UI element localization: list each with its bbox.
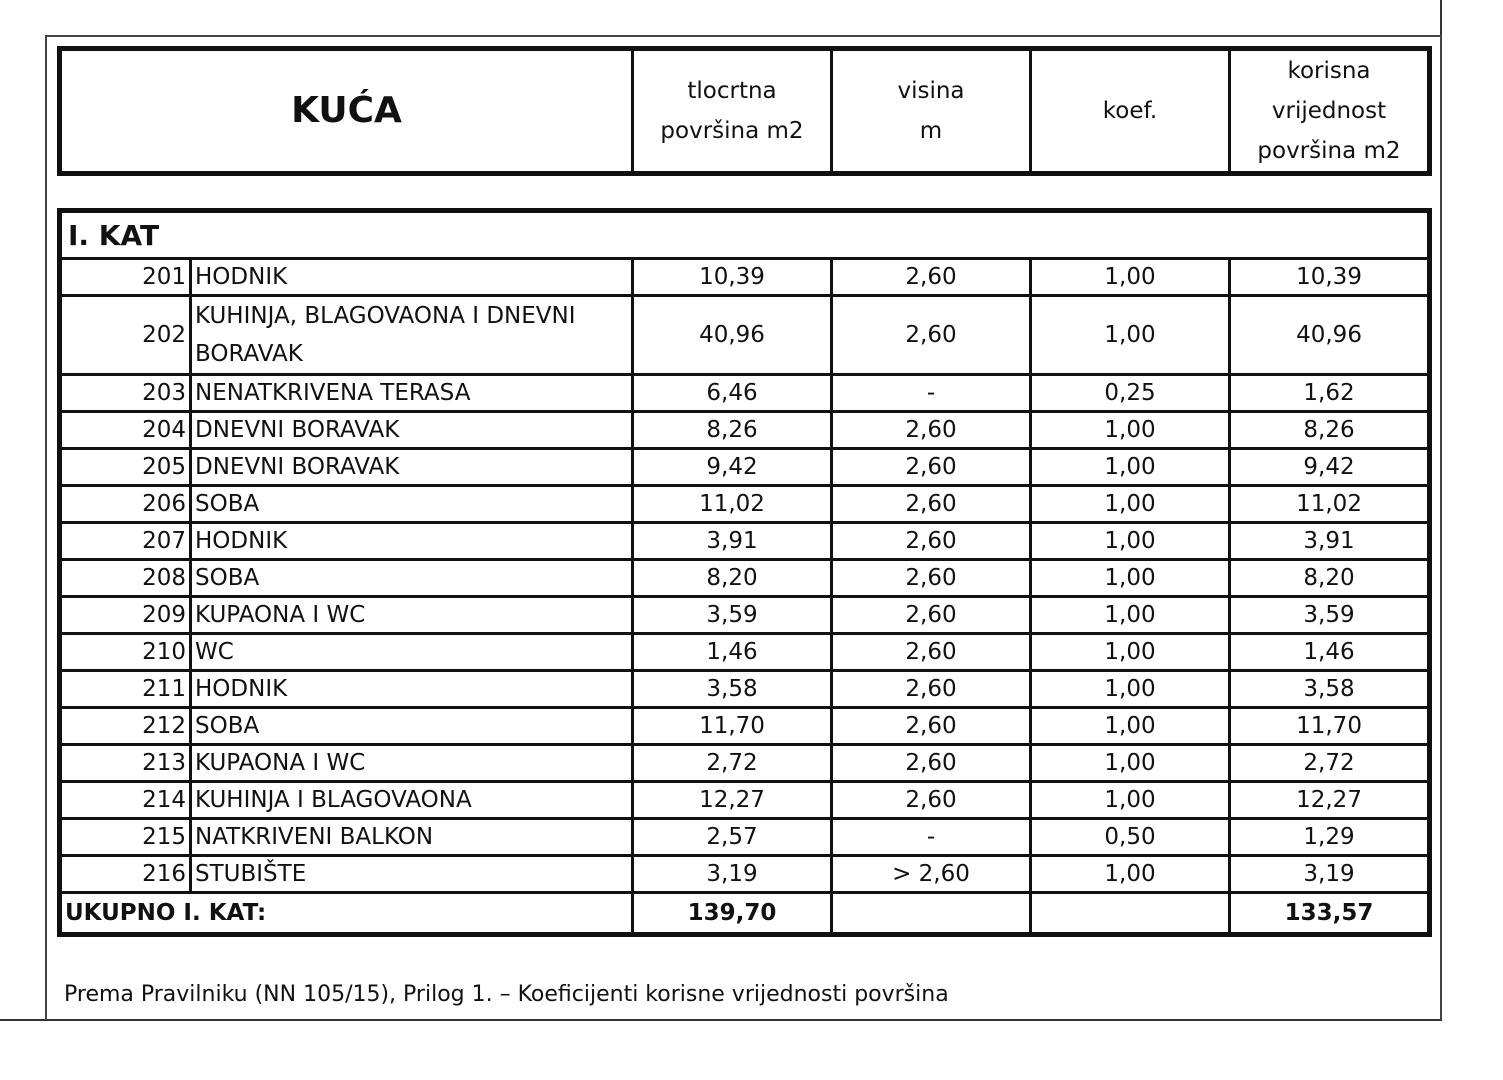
room-name-cell: HODNIK	[191, 523, 633, 560]
floor-area-cell: 3,59	[633, 597, 832, 634]
rooms-table-body	[60, 211, 1430, 935]
table-row	[60, 560, 1430, 597]
coefficient-cell: 1,00	[1031, 412, 1230, 449]
useful-area-cell: 9,42	[1230, 449, 1430, 486]
floor-area-cell: 6,46	[633, 375, 832, 412]
header-floor-area	[633, 49, 832, 174]
header-useful-area-line1: korisna	[1287, 58, 1371, 84]
header-height-line2: m	[919, 118, 943, 144]
height-cell: 2,60	[832, 259, 1031, 296]
room-name-cell: DNEVNI BORAVAK	[191, 412, 633, 449]
room-name-cell: KUHINJA I BLAGOVAONA	[191, 782, 633, 819]
room-number-cell: 211	[60, 671, 191, 708]
floor-area-cell: 9,42	[633, 449, 832, 486]
coefficient-cell: 1,00	[1031, 597, 1230, 634]
useful-area-cell: 1,29	[1230, 819, 1430, 856]
table-row	[60, 412, 1430, 449]
useful-area-cell: 3,59	[1230, 597, 1430, 634]
coefficient-cell: 0,25	[1031, 375, 1230, 412]
total-label: UKUPNO I. KAT:	[60, 893, 633, 935]
coefficient-cell: 1,00	[1031, 259, 1230, 296]
room-name-cell: KUPAONA I WC	[191, 745, 633, 782]
header-useful-area-line2: vrijednost	[1271, 98, 1387, 124]
room-number-cell: 216	[60, 856, 191, 893]
room-number-cell: 215	[60, 819, 191, 856]
coefficient-cell: 0,50	[1031, 819, 1230, 856]
coefficient-cell: 1,00	[1031, 634, 1230, 671]
room-number-cell: 204	[60, 412, 191, 449]
header-coefficient	[1031, 49, 1230, 174]
height-cell: 2,60	[832, 634, 1031, 671]
room-number-cell: 210	[60, 634, 191, 671]
document-title: KUĆA	[60, 49, 633, 174]
height-cell: 2,60	[832, 296, 1031, 375]
room-number-cell: 213	[60, 745, 191, 782]
height-cell: -	[832, 819, 1031, 856]
room-number-cell: 206	[60, 486, 191, 523]
floor-area-cell: 8,20	[633, 560, 832, 597]
total-height	[832, 893, 1031, 935]
floor-area-cell: 3,58	[633, 671, 832, 708]
height-cell: > 2,60	[832, 856, 1031, 893]
header-useful-area	[1230, 49, 1430, 174]
table-row	[60, 708, 1430, 745]
floor-area-cell: 3,19	[633, 856, 832, 893]
footnote: Prema Pravilniku (NN 105/15), Prilog 1. – Koeficijenti korisne vrijednosti površina	[64, 982, 949, 1007]
room-name-cell: HODNIK	[191, 259, 633, 296]
room-number-cell: 202	[60, 296, 191, 375]
floor-area-cell: 40,96	[633, 296, 832, 375]
room-name-cell: SOBA	[191, 486, 633, 523]
useful-area-cell: 10,39	[1230, 259, 1430, 296]
coefficient-cell: 1,00	[1031, 449, 1230, 486]
table-row	[60, 671, 1430, 708]
height-cell: 2,60	[832, 597, 1031, 634]
rooms-table	[57, 208, 1432, 937]
coefficient-cell: 1,00	[1031, 671, 1230, 708]
room-name-cell: STUBIŠTE	[191, 856, 633, 893]
height-cell: -	[832, 375, 1031, 412]
height-cell: 2,60	[832, 560, 1031, 597]
height-cell: 2,60	[832, 412, 1031, 449]
floor-area-cell: 11,02	[633, 486, 832, 523]
floor-area-cell: 10,39	[633, 259, 832, 296]
useful-area-cell: 1,46	[1230, 634, 1430, 671]
coefficient-cell: 1,00	[1031, 523, 1230, 560]
room-number-cell: 209	[60, 597, 191, 634]
floor-area-cell: 2,57	[633, 819, 832, 856]
header-floor-area-line2: površina m2	[660, 118, 804, 144]
floor-area-cell: 2,72	[633, 745, 832, 782]
room-number-cell: 203	[60, 375, 191, 412]
total-row	[60, 893, 1430, 935]
section-row	[60, 211, 1430, 259]
floor-area-cell: 8,26	[633, 412, 832, 449]
header-height-line1: visina	[897, 78, 965, 104]
page-edge-right	[1440, 0, 1442, 36]
useful-area-cell: 2,72	[1230, 745, 1430, 782]
room-number-cell: 212	[60, 708, 191, 745]
table-row	[60, 597, 1430, 634]
coefficient-cell: 1,00	[1031, 782, 1230, 819]
useful-area-cell: 8,20	[1230, 560, 1430, 597]
useful-area-cell: 3,58	[1230, 671, 1430, 708]
room-number-cell: 207	[60, 523, 191, 560]
height-cell: 2,60	[832, 745, 1031, 782]
height-cell: 2,60	[832, 523, 1031, 560]
useful-area-cell: 11,70	[1230, 708, 1430, 745]
room-number-cell: 201	[60, 259, 191, 296]
useful-area-cell: 8,26	[1230, 412, 1430, 449]
table-row	[60, 634, 1430, 671]
coefficient-cell: 1,00	[1031, 486, 1230, 523]
useful-area-cell: 3,19	[1230, 856, 1430, 893]
table-row	[60, 449, 1430, 486]
table-row	[60, 856, 1430, 893]
table-row	[60, 375, 1430, 412]
coefficient-cell: 1,00	[1031, 296, 1230, 375]
room-number-cell: 205	[60, 449, 191, 486]
total-useful-area: 133,57	[1230, 893, 1430, 935]
useful-area-cell: 12,27	[1230, 782, 1430, 819]
coefficient-cell: 1,00	[1031, 856, 1230, 893]
header-useful-area-line3: površina m2	[1257, 138, 1401, 164]
table-row	[60, 486, 1430, 523]
room-name-cell: WC	[191, 634, 633, 671]
coefficient-cell: 1,00	[1031, 708, 1230, 745]
useful-area-cell: 40,96	[1230, 296, 1430, 375]
table-row	[60, 523, 1430, 560]
room-number-cell: 214	[60, 782, 191, 819]
table-row	[60, 782, 1430, 819]
coefficient-cell: 1,00	[1031, 560, 1230, 597]
floor-area-cell: 12,27	[633, 782, 832, 819]
floor-area-cell: 11,70	[633, 708, 832, 745]
height-cell: 2,60	[832, 708, 1031, 745]
height-cell: 2,60	[832, 671, 1031, 708]
height-cell: 2,60	[832, 486, 1031, 523]
height-cell: 2,60	[832, 449, 1031, 486]
header-floor-area-line1: tlocrtna	[687, 78, 777, 104]
coefficient-cell: 1,00	[1031, 745, 1230, 782]
total-coefficient	[1031, 893, 1230, 935]
room-name-cell: SOBA	[191, 708, 633, 745]
header-coefficient-line1: koef.	[1102, 98, 1158, 124]
section-title: I. KAT	[60, 211, 1430, 259]
room-name-cell: KUPAONA I WC	[191, 597, 633, 634]
table-row	[60, 819, 1430, 856]
height-cell: 2,60	[832, 782, 1031, 819]
useful-area-cell: 3,91	[1230, 523, 1430, 560]
header-table	[57, 46, 1432, 176]
floor-area-cell: 1,46	[633, 634, 832, 671]
room-name-cell: NATKRIVENI BALKON	[191, 819, 633, 856]
room-number-cell: 208	[60, 560, 191, 597]
table-row	[60, 296, 1430, 375]
header-height	[832, 49, 1031, 174]
room-name-cell: HODNIK	[191, 671, 633, 708]
room-name-cell: KUHINJA, BLAGOVAONA I DNEVNI BORAVAK	[191, 296, 633, 375]
room-name-cell: NENATKRIVENA TERASA	[191, 375, 633, 412]
room-name-cell: DNEVNI BORAVAK	[191, 449, 633, 486]
useful-area-cell: 11,02	[1230, 486, 1430, 523]
table-row	[60, 259, 1430, 296]
total-floor-area: 139,70	[633, 893, 832, 935]
useful-area-cell: 1,62	[1230, 375, 1430, 412]
room-name-cell: SOBA	[191, 560, 633, 597]
table-row	[60, 745, 1430, 782]
floor-area-cell: 3,91	[633, 523, 832, 560]
